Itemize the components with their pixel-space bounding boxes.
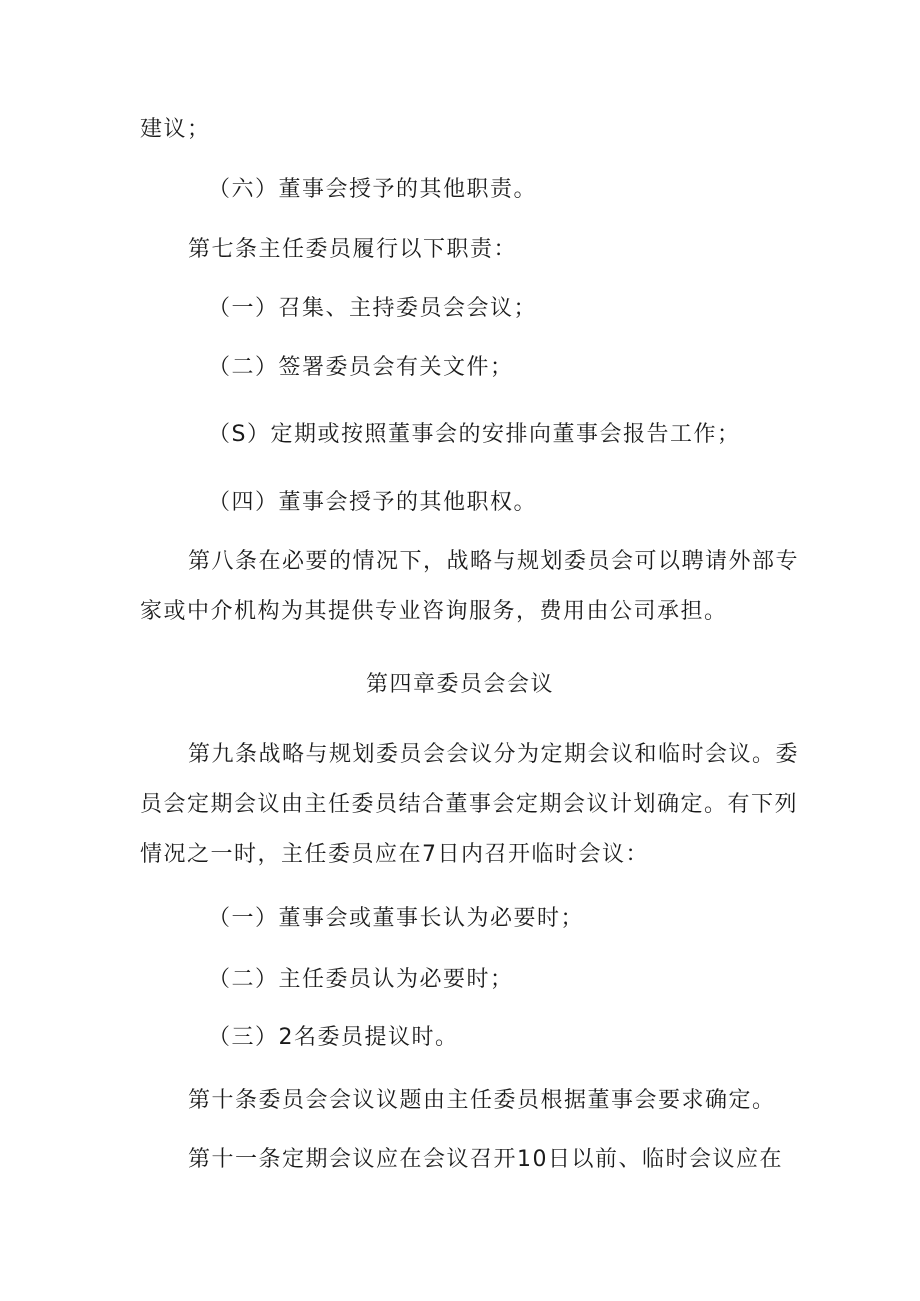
condition-item-1: （一）董事会或董事长认为必要时； xyxy=(208,906,585,931)
chapter-heading: 第四章委员会会议 xyxy=(365,672,554,697)
list-item-2: （二）签署委员会有关文件； xyxy=(208,355,514,380)
article-8-line-1: 第八条在必要的情况下，战略与规划委员会可以聘请外部专 xyxy=(188,549,800,574)
article-9-line-1: 第九条战略与规划委员会会议分为定期会议和临时会议。委 xyxy=(188,742,800,767)
condition-item-2: （二）主任委员认为必要时； xyxy=(208,967,514,992)
article-9-line-3: 情况之一时，主任委员应在7日内召开临时会议： xyxy=(140,842,649,867)
list-item-6: （六）董事会授予的其他职责。 xyxy=(208,177,538,202)
article-7-heading: 第七条主任委员履行以下职责： xyxy=(188,237,518,262)
article-9-line-2: 员会定期会议由主任委员结合董事会定期会议计划确定。有下列 xyxy=(140,792,799,817)
article-8-line-2: 家或中介机构为其提供专业咨询服务，费用由公司承担。 xyxy=(140,599,728,624)
text-line-continuation: 建议； xyxy=(140,117,211,142)
article-11-line-1: 第十一条定期会议应在会议召开10日以前、临时会议应在 xyxy=(188,1147,783,1172)
condition-item-3: （三）2名委员提议时。 xyxy=(208,1025,459,1050)
article-10: 第十条委员会会议议题由主任委员根据董事会要求确定。 xyxy=(188,1088,776,1113)
list-item-3: （S）定期或按照董事会的安排向董事会报告工作； xyxy=(208,422,741,447)
list-item-1: （一）召集、主持委员会会议； xyxy=(208,296,538,321)
list-item-4: （四）董事会授予的其他职权。 xyxy=(208,490,538,515)
